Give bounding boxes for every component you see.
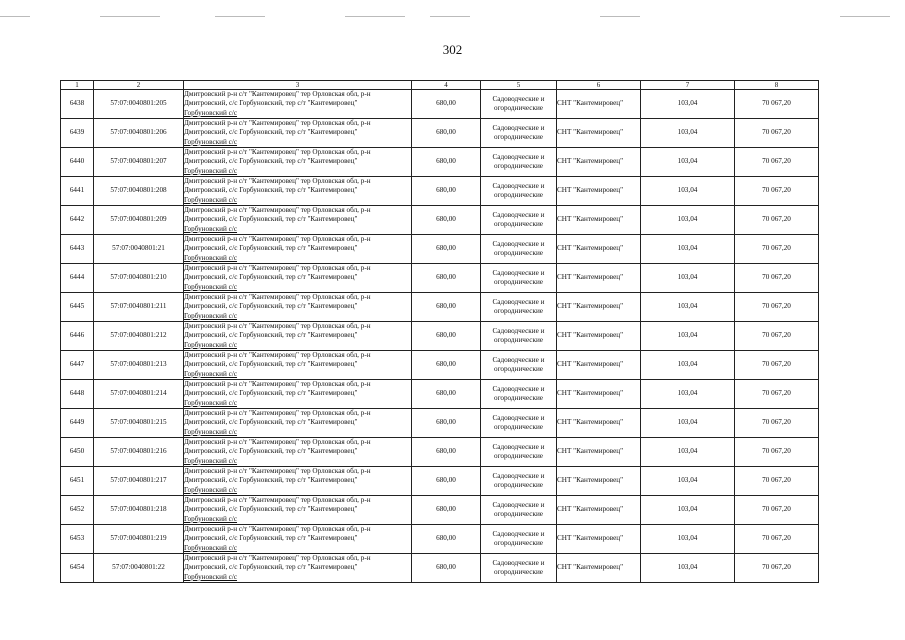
address-line: Горбуновский с/с: [184, 456, 238, 465]
address-line: Дмитровский, с/с Горбуновский, тер с/т "Кантемировец": [184, 186, 358, 195]
address-line: Горбуновский с/с: [184, 485, 238, 494]
land-use-line: Садоводческие и: [492, 529, 545, 538]
land-use-cell: [481, 380, 557, 409]
address-cell: [184, 380, 412, 409]
cadastral-cost: 70 067,20: [735, 206, 819, 235]
table-row: [61, 380, 819, 409]
table-row: [61, 525, 819, 554]
column-header-5: 5: [481, 81, 557, 90]
land-use-cell: [481, 409, 557, 438]
column-7-value: 103,04: [641, 496, 735, 525]
cadastral-number: 57:07:0040801:205: [94, 90, 184, 119]
cadastral-number: 57:07:0040801:210: [94, 264, 184, 293]
column-7-value: 103,04: [641, 351, 735, 380]
column-7-value: 103,04: [641, 235, 735, 264]
address-line: Дмитровский р-н с/т "Кантемировец" тер Орловская обл, р-н: [184, 554, 371, 563]
cadastral-number: 57:07:0040801:219: [94, 525, 184, 554]
area-value: 680,00: [412, 380, 481, 409]
cadastral-cost: 70 067,20: [735, 177, 819, 206]
land-use-line: Садоводческие и: [492, 297, 545, 306]
cadastral-number: 57:07:0040801:208: [94, 177, 184, 206]
owner-name: СНТ "Кантемировец": [557, 409, 641, 438]
address-line: Горбуновский с/с: [184, 514, 238, 523]
cadastral-number: 57:07:0040801:217: [94, 467, 184, 496]
owner-name: СНТ "Кантемировец": [557, 264, 641, 293]
owner-name: СНТ "Кантемировец": [557, 90, 641, 119]
column-7-value: 103,04: [641, 322, 735, 351]
address-line: Горбуновский с/с: [184, 195, 238, 204]
column-7-value: 103,04: [641, 90, 735, 119]
cadastral-number: 57:07:0040801:212: [94, 322, 184, 351]
area-value: 680,00: [412, 496, 481, 525]
address-line: Дмитровский, с/с Горбуновский, тер с/т "Кантемировец": [184, 534, 358, 543]
column-7-value: 103,04: [641, 409, 735, 438]
land-use-cell: [481, 177, 557, 206]
address-line: Горбуновский с/с: [184, 369, 238, 378]
land-use-cell: [481, 322, 557, 351]
table-row: [61, 322, 819, 351]
cadastral-number: 57:07:0040801:218: [94, 496, 184, 525]
cadastral-number: 57:07:0040801:207: [94, 148, 184, 177]
land-use-line: огороднические: [494, 278, 543, 286]
address-cell: [184, 235, 412, 264]
cadastral-cost: 70 067,20: [735, 119, 819, 148]
cadastral-number: 57:07:0040801:206: [94, 119, 184, 148]
land-use-cell: [481, 235, 557, 264]
column-7-value: 103,04: [641, 119, 735, 148]
row-number: 6451: [61, 467, 94, 496]
row-number: 6439: [61, 119, 94, 148]
address-line: Дмитровский р-н с/т "Кантемировец" тер Орловская обл, р-н: [184, 235, 371, 244]
table-row: [61, 409, 819, 438]
area-value: 680,00: [412, 293, 481, 322]
land-use-cell: [481, 467, 557, 496]
land-use-line: Садоводческие и: [492, 210, 545, 219]
address-line: Дмитровский, с/с Горбуновский, тер с/т "Кантемировец": [184, 302, 358, 311]
area-value: 680,00: [412, 525, 481, 554]
cadastral-cost: 70 067,20: [735, 264, 819, 293]
land-use-line: Садоводческие и: [492, 326, 545, 335]
land-use-line: огороднические: [494, 423, 543, 431]
address-line: Дмитровский р-н с/т "Кантемировец" тер Орловская обл, р-н: [184, 409, 371, 418]
land-use-line: Садоводческие и: [492, 471, 545, 480]
address-line: Дмитровский р-н с/т "Кантемировец" тер Орловская обл, р-н: [184, 496, 371, 505]
cadastral-cost: 70 067,20: [735, 409, 819, 438]
land-use-line: Садоводческие и: [492, 558, 545, 567]
column-7-value: 103,04: [641, 264, 735, 293]
row-number: 6454: [61, 554, 94, 583]
address-line: Дмитровский, с/с Горбуновский, тер с/т "Кантемировец": [184, 360, 358, 369]
table-row: [61, 177, 819, 206]
land-use-line: Садоводческие и: [492, 94, 545, 103]
row-number: 6452: [61, 496, 94, 525]
table-row: [61, 119, 819, 148]
address-line: Дмитровский, с/с Горбуновский, тер с/т "Кантемировец": [184, 273, 358, 282]
land-use-line: огороднические: [494, 510, 543, 518]
row-number: 6447: [61, 351, 94, 380]
area-value: 680,00: [412, 467, 481, 496]
address-line: Дмитровский, с/с Горбуновский, тер с/т "Кантемировец": [184, 476, 358, 485]
cadastral-cost: 70 067,20: [735, 235, 819, 264]
column-7-value: 103,04: [641, 467, 735, 496]
owner-name: СНТ "Кантемировец": [557, 293, 641, 322]
land-use-line: огороднические: [494, 365, 543, 373]
owner-name: СНТ "Кантемировец": [557, 554, 641, 583]
row-number: 6450: [61, 438, 94, 467]
cadastral-cost: 70 067,20: [735, 525, 819, 554]
header-row: [61, 81, 819, 90]
address-cell: [184, 438, 412, 467]
address-line: Горбуновский с/с: [184, 572, 238, 581]
area-value: 680,00: [412, 554, 481, 583]
owner-name: СНТ "Кантемировец": [557, 177, 641, 206]
row-number: 6440: [61, 148, 94, 177]
row-number: 6444: [61, 264, 94, 293]
address-line: Дмитровский, с/с Горбуновский, тер с/т "Кантемировец": [184, 157, 358, 166]
column-7-value: 103,04: [641, 177, 735, 206]
address-line: Дмитровский р-н с/т "Кантемировец" тер Орловская обл, р-н: [184, 351, 371, 360]
address-line: Дмитровский р-н с/т "Кантемировец" тер Орловская обл, р-н: [184, 525, 371, 534]
table-row: [61, 90, 819, 119]
land-use-cell: [481, 293, 557, 322]
row-number: 6453: [61, 525, 94, 554]
address-line: Дмитровский, с/с Горбуновский, тер с/т "Кантемировец": [184, 418, 358, 427]
column-7-value: 103,04: [641, 293, 735, 322]
address-line: Дмитровский, с/с Горбуновский, тер с/т "Кантемировец": [184, 389, 358, 398]
address-line: Дмитровский р-н с/т "Кантемировец" тер Орловская обл, р-н: [184, 119, 371, 128]
area-value: 680,00: [412, 206, 481, 235]
column-7-value: 103,04: [641, 554, 735, 583]
address-line: Дмитровский р-н с/т "Кантемировец" тер Орловская обл, р-н: [184, 148, 371, 157]
row-number: 6442: [61, 206, 94, 235]
address-line: Дмитровский р-н с/т "Кантемировец" тер Орловская обл, р-н: [184, 264, 371, 273]
address-line: Горбуновский с/с: [184, 282, 238, 291]
land-use-line: огороднические: [494, 539, 543, 547]
address-line: Дмитровский, с/с Горбуновский, тер с/т "Кантемировец": [184, 505, 358, 514]
land-use-cell: [481, 496, 557, 525]
land-use-line: огороднические: [494, 104, 543, 112]
owner-name: СНТ "Кантемировец": [557, 525, 641, 554]
address-line: Дмитровский р-н с/т "Кантемировец" тер Орловская обл, р-н: [184, 177, 371, 186]
table-row: [61, 264, 819, 293]
land-use-line: огороднические: [494, 568, 543, 576]
address-cell: [184, 177, 412, 206]
row-number: 6441: [61, 177, 94, 206]
address-line: Дмитровский р-н с/т "Кантемировец" тер Орловская обл, р-н: [184, 206, 371, 215]
land-use-line: Садоводческие и: [492, 413, 545, 422]
address-line: Горбуновский с/с: [184, 108, 238, 117]
address-line: Горбуновский с/с: [184, 543, 238, 552]
address-line: Горбуновский с/с: [184, 224, 238, 233]
address-line: Дмитровский, с/с Горбуновский, тер с/т "Кантемировец": [184, 99, 358, 108]
address-cell: [184, 264, 412, 293]
column-header-8: 8: [735, 81, 819, 90]
address-line: Дмитровский, с/с Горбуновский, тер с/т "Кантемировец": [184, 244, 358, 253]
owner-name: СНТ "Кантемировец": [557, 467, 641, 496]
address-cell: [184, 496, 412, 525]
cadastral-cost: 70 067,20: [735, 293, 819, 322]
column-header-1: 1: [61, 81, 94, 90]
table-row: [61, 467, 819, 496]
area-value: 680,00: [412, 148, 481, 177]
column-7-value: 103,04: [641, 380, 735, 409]
area-value: 680,00: [412, 322, 481, 351]
owner-name: СНТ "Кантемировец": [557, 380, 641, 409]
land-use-cell: [481, 206, 557, 235]
area-value: 680,00: [412, 90, 481, 119]
address-line: Дмитровский р-н с/т "Кантемировец" тер Орловская обл, р-н: [184, 380, 371, 389]
page-number: 302: [442, 42, 463, 57]
owner-name: СНТ "Кантемировец": [557, 496, 641, 525]
address-cell: [184, 322, 412, 351]
area-value: 680,00: [412, 438, 481, 467]
land-use-line: огороднические: [494, 452, 543, 460]
row-number: 6449: [61, 409, 94, 438]
area-value: 680,00: [412, 119, 481, 148]
land-use-cell: [481, 554, 557, 583]
area-value: 680,00: [412, 409, 481, 438]
row-number: 6438: [61, 90, 94, 119]
cadastral-cost: 70 067,20: [735, 148, 819, 177]
scan-artifacts: [0, 12, 905, 20]
address-line: Дмитровский, с/с Горбуновский, тер с/т "Кантемировец": [184, 128, 358, 137]
land-use-line: Садоводческие и: [492, 181, 545, 190]
column-7-value: 103,04: [641, 525, 735, 554]
land-use-line: Садоводческие и: [492, 268, 545, 277]
owner-name: СНТ "Кантемировец": [557, 119, 641, 148]
land-use-line: огороднические: [494, 307, 543, 315]
address-line: Дмитровский р-н с/т "Кантемировец" тер Орловская обл, р-н: [184, 293, 371, 302]
address-line: Дмитровский р-н с/т "Кантемировец" тер Орловская обл, р-н: [184, 90, 371, 99]
column-7-value: 103,04: [641, 438, 735, 467]
table-row: [61, 206, 819, 235]
table-row: [61, 293, 819, 322]
cadastral-number: 57:07:0040801:211: [94, 293, 184, 322]
area-value: 680,00: [412, 264, 481, 293]
land-use-line: Садоводческие и: [492, 355, 545, 364]
address-line: Дмитровский, с/с Горбуновский, тер с/т "Кантемировец": [184, 215, 358, 224]
address-line: Дмитровский, с/с Горбуновский, тер с/т "Кантемировец": [184, 447, 358, 456]
owner-name: СНТ "Кантемировец": [557, 235, 641, 264]
land-use-cell: [481, 119, 557, 148]
address-cell: [184, 409, 412, 438]
land-use-cell: [481, 148, 557, 177]
table-row: [61, 235, 819, 264]
cadastral-cost: 70 067,20: [735, 90, 819, 119]
table-row: [61, 438, 819, 467]
land-use-line: Садоводческие и: [492, 442, 545, 451]
address-line: Горбуновский с/с: [184, 311, 238, 320]
cadastral-number: 57:07:0040801:21: [94, 235, 184, 264]
row-number: 6448: [61, 380, 94, 409]
table-row: [61, 351, 819, 380]
cadastral-cost: 70 067,20: [735, 554, 819, 583]
land-use-line: огороднические: [494, 191, 543, 199]
cadastral-cost: 70 067,20: [735, 467, 819, 496]
cadastral-cost: 70 067,20: [735, 351, 819, 380]
owner-name: СНТ "Кантемировец": [557, 322, 641, 351]
address-line: Горбуновский с/с: [184, 398, 238, 407]
owner-name: СНТ "Кантемировец": [557, 148, 641, 177]
cadastral-number: 57:07:0040801:215: [94, 409, 184, 438]
cadastral-number: 57:07:0040801:216: [94, 438, 184, 467]
cadastral-cost: 70 067,20: [735, 496, 819, 525]
cadastral-cost: 70 067,20: [735, 380, 819, 409]
land-registry-table: [60, 80, 819, 583]
land-use-line: огороднические: [494, 162, 543, 170]
land-use-line: Садоводческие и: [492, 239, 545, 248]
row-number: 6446: [61, 322, 94, 351]
land-use-cell: [481, 351, 557, 380]
cadastral-number: 57:07:0040801:214: [94, 380, 184, 409]
column-7-value: 103,04: [641, 206, 735, 235]
address-cell: [184, 467, 412, 496]
cadastral-cost: 70 067,20: [735, 438, 819, 467]
area-value: 680,00: [412, 351, 481, 380]
address-cell: [184, 90, 412, 119]
column-header-7: 7: [641, 81, 735, 90]
table-row: [61, 148, 819, 177]
land-use-line: Садоводческие и: [492, 384, 545, 393]
owner-name: СНТ "Кантемировец": [557, 206, 641, 235]
cadastral-number: 57:07:0040801:213: [94, 351, 184, 380]
address-cell: [184, 351, 412, 380]
cadastral-number: 57:07:0040801:22: [94, 554, 184, 583]
cadastral-cost: 70 067,20: [735, 322, 819, 351]
land-use-line: огороднические: [494, 249, 543, 257]
address-cell: [184, 293, 412, 322]
address-line: Дмитровский р-н с/т "Кантемировец" тер Орловская обл, р-н: [184, 438, 371, 447]
address-line: Дмитровский, с/с Горбуновский, тер с/т "Кантемировец": [184, 563, 358, 572]
table-row: [61, 496, 819, 525]
land-use-line: огороднические: [494, 394, 543, 402]
address-line: Дмитровский, с/с Горбуновский, тер с/т "Кантемировец": [184, 331, 358, 340]
land-use-cell: [481, 438, 557, 467]
area-value: 680,00: [412, 235, 481, 264]
owner-name: СНТ "Кантемировец": [557, 351, 641, 380]
land-use-cell: [481, 525, 557, 554]
cadastral-number: 57:07:0040801:209: [94, 206, 184, 235]
address-cell: [184, 554, 412, 583]
owner-name: СНТ "Кантемировец": [557, 438, 641, 467]
land-use-cell: [481, 264, 557, 293]
address-line: Горбуновский с/с: [184, 427, 238, 436]
land-use-line: огороднические: [494, 336, 543, 344]
land-use-cell: [481, 90, 557, 119]
row-number: 6445: [61, 293, 94, 322]
land-use-line: Садоводческие и: [492, 152, 545, 161]
land-use-line: огороднические: [494, 481, 543, 489]
column-header-4: 4: [412, 81, 481, 90]
land-use-line: Садоводческие и: [492, 123, 545, 132]
address-line: Дмитровский р-н с/т "Кантемировец" тер Орловская обл, р-н: [184, 467, 371, 476]
address-cell: [184, 206, 412, 235]
address-cell: [184, 525, 412, 554]
land-use-line: огороднические: [494, 220, 543, 228]
address-line: Горбуновский с/с: [184, 137, 238, 146]
column-header-6: 6: [557, 81, 641, 90]
area-value: 680,00: [412, 177, 481, 206]
column-7-value: 103,04: [641, 148, 735, 177]
column-header-3: 3: [184, 81, 412, 90]
address-cell: [184, 119, 412, 148]
address-line: Горбуновский с/с: [184, 166, 238, 175]
column-header-2: 2: [94, 81, 184, 90]
address-line: Горбуновский с/с: [184, 340, 238, 349]
land-use-line: Садоводческие и: [492, 500, 545, 509]
row-number: 6443: [61, 235, 94, 264]
land-use-line: огороднические: [494, 133, 543, 141]
address-line: Горбуновский с/с: [184, 253, 238, 262]
table-row: [61, 554, 819, 583]
address-line: Дмитровский р-н с/т "Кантемировец" тер Орловская обл, р-н: [184, 322, 371, 331]
address-cell: [184, 148, 412, 177]
